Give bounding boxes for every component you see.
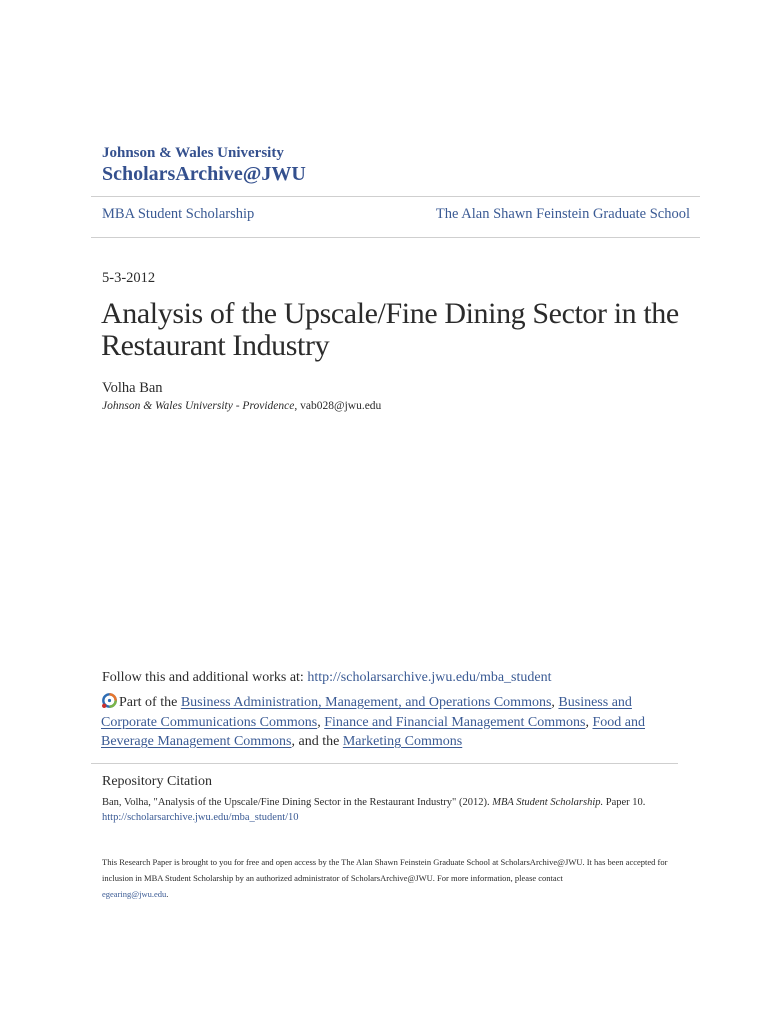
author-name: Volha Ban <box>102 380 163 396</box>
institution-name: Johnson & Wales University <box>102 145 284 161</box>
commons-link-marketing[interactable]: Marketing Commons <box>342 734 463 749</box>
commons-link-business-admin[interactable]: Business Administration, Management, and Operations Commons <box>180 695 552 710</box>
and-the-text: , and the <box>291 734 340 749</box>
commons-link-finance[interactable]: Finance and Financial Management Commons <box>324 714 586 730</box>
citation-heading: Repository Citation <box>102 774 213 789</box>
citation-url-link[interactable]: http://scholarsarchive.jwu.edu/mba_student/10 <box>102 812 299 823</box>
comma-1: , <box>551 695 559 710</box>
divider-bottom <box>91 237 700 238</box>
follow-label: Follow this and additional works at: <box>102 670 304 685</box>
citation-series: MBA Student Scholarship. <box>492 797 604 808</box>
citation-body <box>102 795 672 825</box>
divider-top <box>91 196 700 197</box>
divider-citation <box>91 763 678 764</box>
affiliation-separator: , <box>294 400 301 412</box>
contact-email-link[interactable]: egearing@jwu.edu <box>102 889 167 899</box>
publication-date: 5-3-2012 <box>102 270 156 286</box>
comma-2: , <box>317 714 325 730</box>
notice-text: This Research Paper is brought to you for free and open access by the The Alan Shawn Feinstein Graduate School at ScholarsArchive@JWU. It has been accepted for inclusion in MBA Student Scholarship by an authorized administrator of ScholarsArchive@JWU. For more information, please contact <box>102 857 668 883</box>
repository-header <box>102 145 306 186</box>
comma-3: , <box>585 714 593 730</box>
citation-text: Ban, Volha, "Analysis of the Upscale/Fine Dining Sector in the Restaurant Industry" (2012). <box>102 797 490 808</box>
affiliation-text: Johnson & Wales University - Providence <box>102 400 295 412</box>
follow-line <box>102 670 552 686</box>
paper-title: Analysis of the Upscale/Fine Dining Sector in the Restaurant Industry <box>101 297 679 362</box>
network-commons-icon <box>101 692 118 709</box>
commons-link-food-beverage[interactable]: Food and Beverage Management Commons <box>101 714 645 749</box>
notice-end: . <box>166 889 169 899</box>
collection-link-mba[interactable]: MBA Student Scholarship <box>102 206 255 222</box>
part-of-prefix: Part of the <box>119 695 178 710</box>
repository-name[interactable]: ScholarsArchive@JWU <box>102 163 306 185</box>
open-access-notice <box>102 854 672 902</box>
part-of-commons <box>101 692 666 752</box>
author-email[interactable]: vab028@jwu.edu <box>300 400 382 412</box>
follow-url-link[interactable]: http://scholarsarchive.jwu.edu/mba_student <box>307 670 552 685</box>
collection-link-graduate-school[interactable]: The Alan Shawn Feinstein Graduate School <box>435 206 690 222</box>
commons-link-business-communications[interactable]: Business and Corporate Communications Commons <box>101 695 632 730</box>
author-affiliation <box>102 400 381 412</box>
citation-paper-number: Paper 10. <box>605 797 646 808</box>
